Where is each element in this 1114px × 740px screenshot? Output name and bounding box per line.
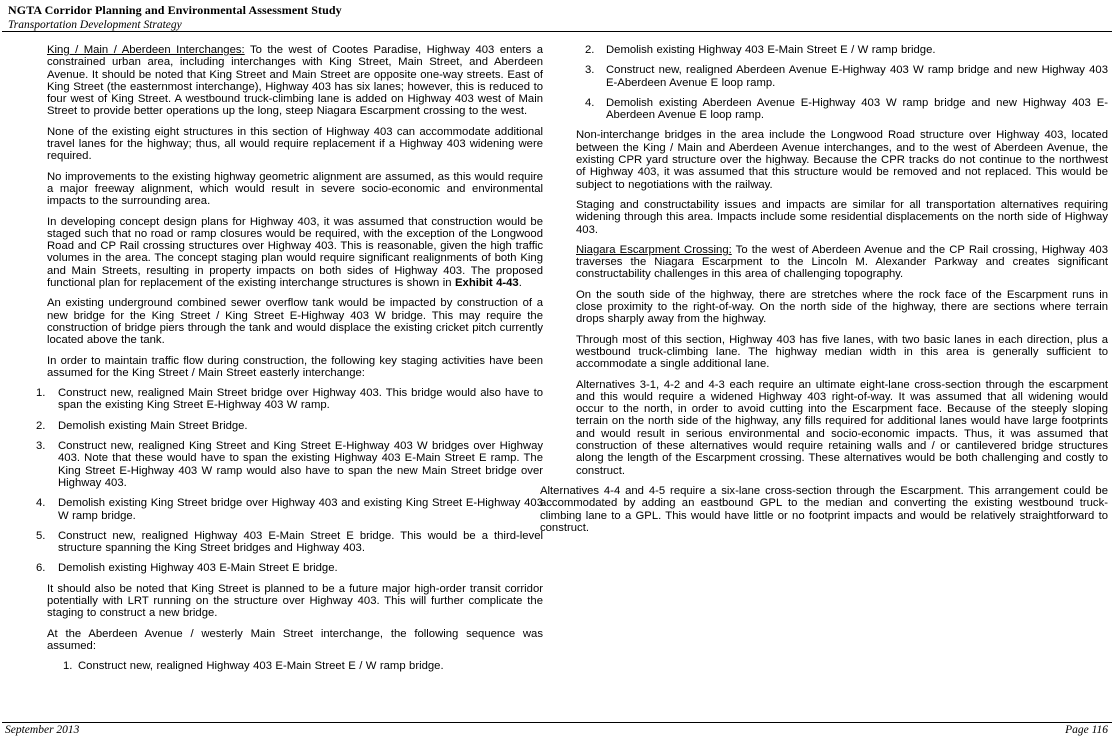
- doc-title: NGTA Corridor Planning and Environmental Assessment Study: [8, 3, 342, 17]
- list-text: Demolish existing Aberdeen Avenue E-Highway 403 W ramp bridge and new Highway 403 E-Aberdeen Avenue E loop ramp.: [606, 96, 1108, 122]
- list-number: 3.: [36, 440, 46, 453]
- list-text: Construct new, realigned King Street and King Street E-Highway 403 W bridges over Highway 403. Note that these would have to span the existing Highway 403 E-Main Street E ramp. The King Street E-Highway 403 W ramp would also have to span the new Main Street bridge over Highway 403.: [58, 440, 543, 489]
- paragraph-staging-constructability: Staging and constructability issues and impacts are similar for all transportation alternatives requiring widening through this area. Impacts include some residential displacements on the north side of Highway 403.: [576, 198, 1108, 236]
- list-item: [36, 387, 543, 412]
- paragraph-king-main-aberdeen: [47, 44, 543, 118]
- paragraph-no-improvements: No improvements to the existing highway geometric alignment are assumed, as this would require a major freeway alignment, which would result in severe socio-economic and environmental impacts to the surrounding area.: [47, 170, 543, 208]
- page-footer: [5, 724, 1108, 736]
- list-item: [36, 497, 543, 522]
- list-text: Demolish existing Highway 403 E-Main Street E / W ramp bridge.: [606, 44, 936, 56]
- paragraph-text: To the west of Aberdeen Avenue and the CP Rail crossing, Highway 403 traverses the Niagara Escarpment to the Lincoln M. Alexander Parkway and creates significant constructability challenges in this area of challenging topography.: [576, 243, 1108, 281]
- list-text: Construct new, realigned Highway 403 E-Main Street E bridge. This would be a third-level structure spanning the King Street bridges and Highway 403.: [58, 529, 543, 555]
- header-rule: [2, 31, 1112, 32]
- list-number: 2.: [585, 44, 595, 56]
- doc-subtitle: Transportation Development Strategy: [8, 19, 182, 31]
- section-heading-king-main-aberdeen: King / Main / Aberdeen Interchanges:: [47, 44, 245, 56]
- list-item: [540, 97, 1108, 122]
- list-item: [36, 530, 543, 555]
- section-heading-niagara-escarpment: Niagara Escarpment Crossing:: [576, 243, 732, 256]
- paragraph-text: To the west of Cootes Paradise, Highway 403 enters a constrained urban area, including interchanges with King Street, Main Street, and Aberdeen Avenue. It should be noted that King Street and Main Street are opposite one-way streets. East of King Street (the easternmost interchange), Highway 403 has six lanes; however, this is reduced to four west of King Street. A westbound truck-climbing lane is added on Highway 403 west of Main Street to provide better operations up the long, steep Niagara Escarpment crossing to the west.: [47, 44, 543, 118]
- paragraph-lrt-note: It should also be noted that King Street is planned to be a future major high-order transit corridor potentially with LRT running on the structure over Highway 403. This will further complicate the staging to construct a new bridge.: [47, 582, 543, 620]
- list-number: 2.: [36, 419, 46, 432]
- paragraph-text: In developing concept design plans for Highway 403, it was assumed that construction would be staged such that no road or ramp closures would be required, with the exception of the Longwood Road and CP Rail crossing structures over Highway 403. This is reasonable, given the high traffic volumes in the area. The concept staging plan would require significant realignments of both King and Main Streets, resulting in property impacts on both sides of Highway 403. The proposed functional plan for replacement of the existing interchange structures is shown in: [47, 215, 543, 290]
- right-column: [540, 44, 1108, 542]
- paragraph-south-side: On the south side of the highway, there are stretches where the rock face of the Escarpment runs in close proximity to the right-of-way. On the north side of the highway, there are sections where terrain drops sharply away from the highway.: [576, 288, 1108, 326]
- list-number: 1.: [63, 660, 73, 673]
- paragraph-alternatives-six-lane: Alternatives 4-4 and 4-5 require a six-lane cross-section through the Escarpment. This arrangement could be accommodated by adding an eastbound GPL to the median and converting the existing westbound truck-climbing lane to a GPL. This would have little or no footprint impacts and would be relatively straightforward to construct.: [540, 484, 1108, 534]
- footer-rule: [2, 722, 1112, 723]
- exhibit-reference: Exhibit 4-43: [455, 277, 519, 290]
- list-text: Construct new, realigned Aberdeen Avenue E-Highway 403 W ramp bridge and new Highway 403 E-Aberdeen Avenue E loop ramp.: [606, 64, 1108, 89]
- left-column: [36, 44, 543, 680]
- list-text: Construct new, realigned Highway 403 E-Main Street E / W ramp bridge.: [78, 660, 444, 673]
- paragraph-staging-intro: In order to maintain traffic flow during construction, the following key staging activities have been assumed for the King Street / Main Street easterly interchange:: [47, 354, 543, 379]
- paragraph-non-interchange-bridges: Non-interchange bridges in the area include the Longwood Road structure over Highway 403, located between the King / Main and Aberdeen Avenue interchanges, and to the west of Aberdeen Avenue, the existing CPR yard structure over the highway. Because the CPR tracks do not continue to the northwest of Highway 403, it was assumed that this structure would be removed and not replaced. This would be subject to negotiations with the railway.: [576, 129, 1108, 191]
- list-number: 4.: [36, 497, 46, 510]
- list-item: [36, 562, 543, 574]
- page-header: [8, 3, 1106, 31]
- list-number: 3.: [585, 64, 595, 77]
- list-number: 1.: [36, 387, 46, 400]
- list-item: [36, 420, 543, 432]
- list-text: Demolish existing Main Street Bridge.: [58, 419, 248, 432]
- page-number: Page 116: [1065, 724, 1108, 736]
- paragraph-niagara-escarpment: [576, 244, 1108, 281]
- list-item: [540, 64, 1108, 89]
- paragraph-five-lanes: Through most of this section, Highway 403 has five lanes, with two basic lanes in each direction, plus a westbound truck-climbing lane. The highway median width in this area is generally sufficient to accommodate a single additional lane.: [576, 333, 1108, 371]
- paragraph-alternatives-eight-lane: Alternatives 3-1, 4-2 and 4-3 each require an ultimate eight-lane cross-section through the escarpment and this would require a widened Highway 403 right-of-way. It was assumed that all widening would occur to the north, in order to avoid cutting into the Escarpment face. Because of the steeply sloping terrain on the north side of the highway, any fills required for additional lanes would have large footprints and would result in serious environmental and socio-economic impacts. Thus, it was assumed that construction of these alternatives would require retaining walls and / or cantilevered bridge structures along the length of the Escarpment crossing. These alternatives would be both challenging and costly to construct.: [576, 378, 1108, 477]
- list-text: Demolish existing King Street bridge over Highway 403 and existing King Street E-Highway 403 W ramp bridge.: [58, 497, 543, 522]
- paragraph-sewer-tank: An existing underground combined sewer overflow tank would be impacted by construction of a new bridge for the King Street / King Street E-Highway 403 W bridge. This may require the construction of bridge piers through the tank and would displace the existing cricket pitch currently located above the tank.: [47, 297, 543, 347]
- paragraph-aberdeen-sequence-intro: At the Aberdeen Avenue / westerly Main Street interchange, the following sequence was assumed:: [47, 627, 543, 652]
- paragraph-concept-design: [47, 216, 543, 290]
- paragraph-text: .: [518, 277, 522, 290]
- list-item: [36, 440, 543, 489]
- list-text: Construct new, realigned Main Street bridge over Highway 403. This bridge would also have to span the existing King Street E-Highway 403 W ramp.: [58, 387, 543, 412]
- list-number: 6.: [36, 562, 46, 575]
- list-item: [36, 660, 543, 672]
- list-item: [540, 44, 1108, 56]
- paragraph-existing-structures: None of the existing eight structures in this section of Highway 403 can accommodate additional travel lanes for the highway; thus, all would require replacement if a Highway 403 widening were required.: [47, 125, 543, 163]
- footer-date: September 2013: [5, 724, 80, 736]
- list-text: Demolish existing Highway 403 E-Main Street E bridge.: [58, 562, 338, 575]
- list-number: 5.: [36, 529, 46, 542]
- list-number: 4.: [585, 96, 595, 109]
